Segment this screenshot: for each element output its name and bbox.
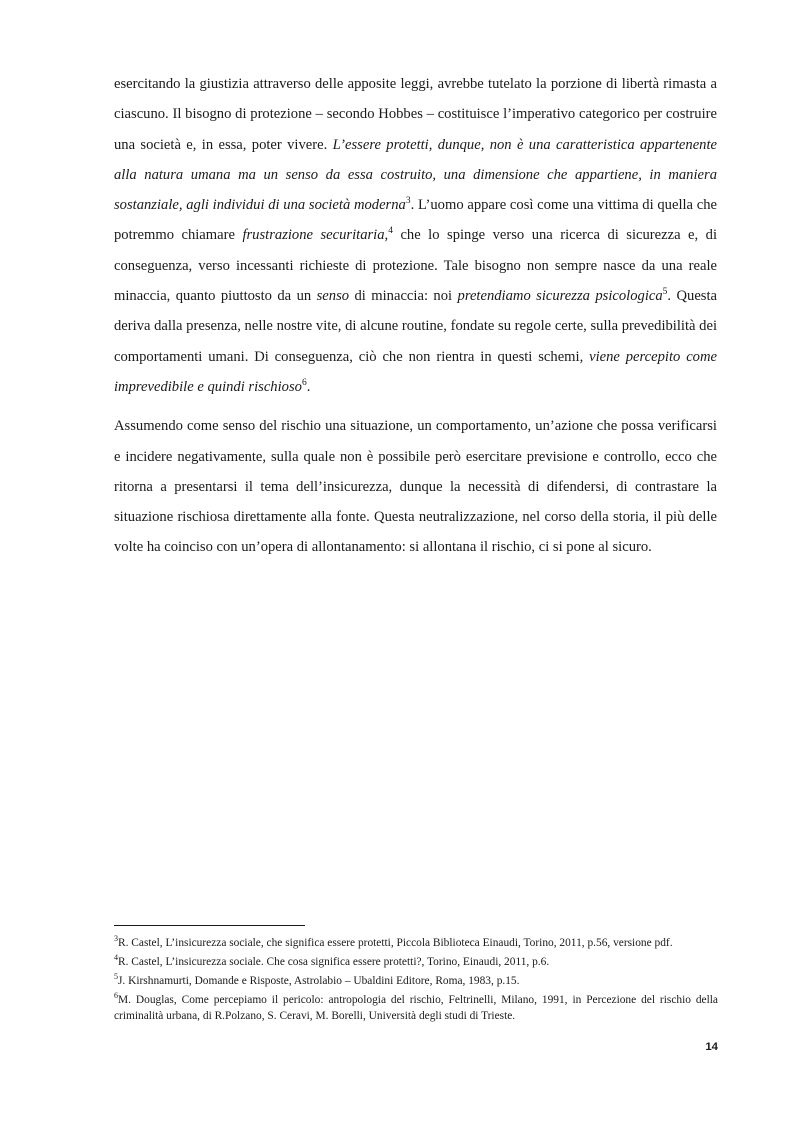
footnote-4 bbox=[114, 954, 718, 970]
footnote-number: 3 bbox=[114, 934, 118, 944]
footnote-number: 6 bbox=[114, 991, 118, 1001]
footnote-5 bbox=[114, 973, 718, 989]
footnote-ref-6[interactable]: 6 bbox=[301, 378, 307, 389]
footnote-ref-4[interactable]: 4 bbox=[388, 226, 393, 237]
footnote-3 bbox=[114, 935, 718, 951]
paragraph-1-italic-1: L’essere protetti, dunque, non è una caratteristica appartenente alla natura umana ma un senso da essa costruito, una dimensione che appartiene, in maniera sostanziale, agli individui di una società moderna bbox=[114, 136, 717, 214]
footnote-number: 5 bbox=[114, 972, 118, 982]
paragraph-1-end: . bbox=[306, 378, 311, 395]
footnote-ref-5[interactable]: 5 bbox=[662, 287, 668, 298]
paragraph-1-sentence-5: che lo spinge verso una ricerca di sicurezza e, di conseguenza, verso incessanti richieste di protezione. Tale bisogno non sempre nasce da una reale minaccia, quanto piuttosto da un bbox=[114, 227, 718, 305]
paragraph-1-sentence-1: esercitando la giustizia attraverso delle apposite leggi, avrebbe tutelato la porzione di libertà rimasta a ciascuno. Il bisogno di protezione – secondo Hobbes – costituisce l’imperativo categorico per costruire una società e, in essa, poter vivere. bbox=[114, 76, 717, 153]
paragraph-1-italic-2: frustrazione securitaria, bbox=[242, 227, 389, 244]
footnote-ref-3[interactable]: 3 bbox=[405, 196, 411, 207]
footnotes bbox=[114, 935, 718, 1027]
footnote-text: M. Douglas, Come percepiamo il pericolo: antropologia del rischio, Feltrinelli, Milano, 1991, in Percezione del rischio della criminalità urbana, di R.Polzano, S. Ceravi, M. Borelli, Università degli studi di Trieste. bbox=[114, 994, 718, 1022]
paragraph-1-italic-5: viene percepito come imprevedibile e quindi rischioso bbox=[114, 348, 717, 395]
paragraph-2: Assumendo come senso del rischio una situazione, un comportamento, un’azione che possa verificarsi e incidere negativamente, sulla quale non è possibile però esercitare previsione e controllo, ecco che ritorna a presentarsi il tema dell’insicurezza, dunque la necessità di difendersi, di contrastare la situazione rischiosa direttamente alla fonte. Questa neutralizzazione, nel corso della storia, il più delle volte ha coinciso con un’opera di allontanamento: si allontana il rischio, ci si pone al sicuro. bbox=[114, 418, 717, 556]
paragraph-1-sentence-7: di minaccia: noi bbox=[354, 288, 453, 305]
footnote-separator bbox=[114, 925, 305, 926]
footnote-text: R. Castel, L’insicurezza sociale, che significa essere protetti, Piccola Biblioteca Einaudi, Torino, 2011, p.56, versione pdf. bbox=[118, 937, 673, 949]
paragraph-1-italic-3: senso bbox=[316, 288, 350, 305]
paragraph-1-italic-4: pretendiamo sicurezza psicologica bbox=[457, 288, 663, 305]
footnote-number: 4 bbox=[114, 953, 118, 963]
paragraph-1-sentence-9: . Questa deriva dalla presenza, nelle nostre vite, di alcune routine, fondate su regole certe, sulla prevedibilità dei comportamenti umani. Di conseguenza, ciò che non rientra in questi schemi, bbox=[114, 288, 718, 365]
footnote-text: J. Kirshnamurti, Domande e Risposte, Astrolabio – Ubaldini Editore, Roma, 1983, p.15. bbox=[118, 975, 520, 987]
page-number: 14 bbox=[705, 1041, 718, 1053]
footnote-6 bbox=[114, 992, 718, 1024]
paragraph-1-sentence-3: . L’uomo appare così come una vittima di quella che potremmo chiamare bbox=[114, 197, 717, 244]
body-text bbox=[114, 69, 717, 563]
footnote-text: R. Castel, L’insicurezza sociale. Che cosa significa essere protetti?, Torino, Einaudi, 2011, p.6. bbox=[118, 956, 550, 968]
paragraph-1 bbox=[114, 69, 717, 402]
